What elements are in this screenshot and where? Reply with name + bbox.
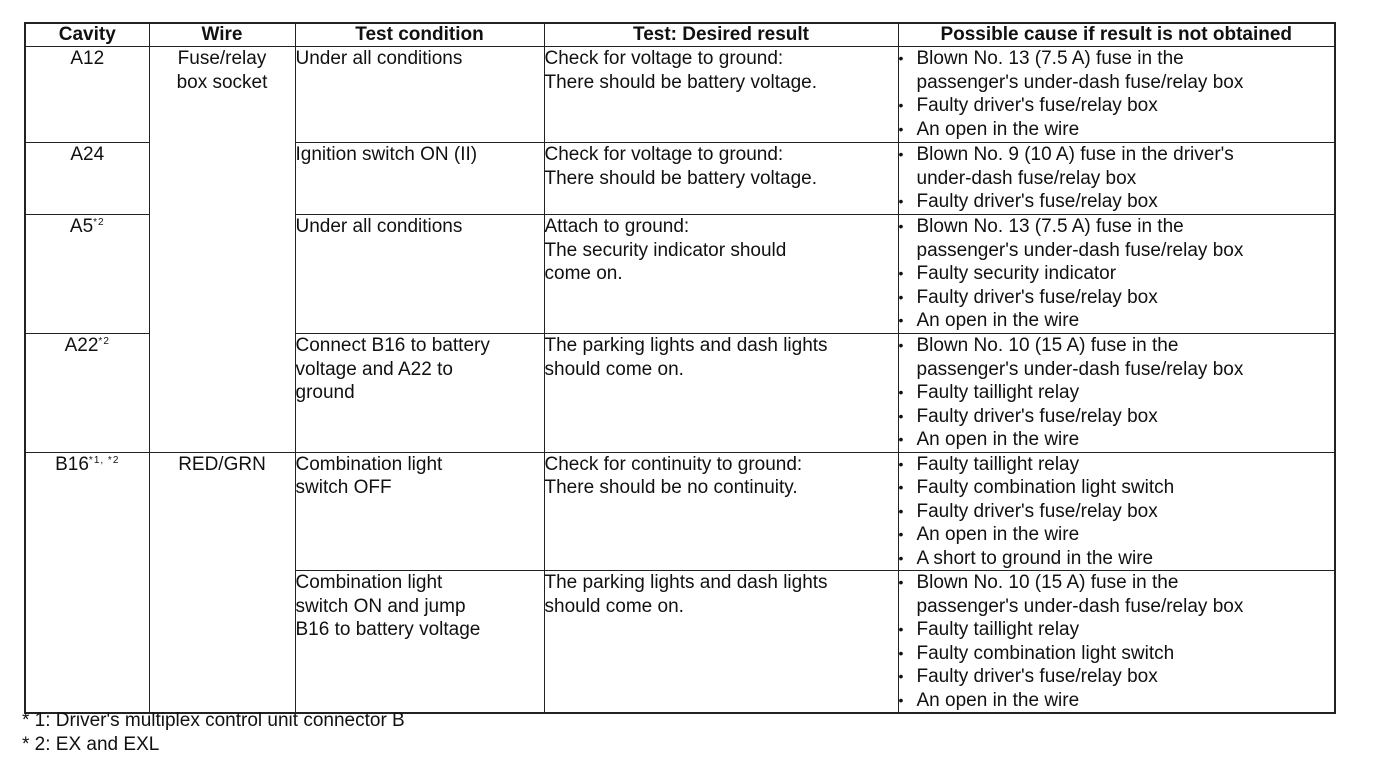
cause-line: Blown No. 9 (10 A) fuse in the driver's — [916, 144, 1234, 165]
condition-line: switch OFF — [295, 477, 392, 498]
condition-line: ground — [295, 382, 355, 403]
table-row — [25, 452, 1335, 571]
condition-line: voltage and A22 to — [295, 358, 453, 380]
bullet-icon: • — [898, 549, 904, 566]
list-item — [899, 381, 1335, 405]
list-item — [899, 215, 1335, 262]
bullet-icon: • — [898, 644, 904, 661]
list-item — [899, 94, 1335, 118]
wire-cell — [149, 47, 295, 453]
result-line: Check for voltage to ground: — [544, 48, 784, 69]
result-cell — [544, 334, 898, 453]
bullet-icon: • — [898, 97, 904, 113]
footnote-2: * 2: EX and EXL — [22, 734, 160, 755]
cavity-cell — [25, 143, 149, 215]
list-item — [899, 309, 1335, 333]
bullet-icon: • — [898, 668, 904, 684]
list-item — [899, 334, 1335, 381]
test-table-container — [24, 22, 1334, 714]
cause-line: Blown No. 10 (15 A) fuse in the — [916, 572, 1179, 593]
result-cell — [544, 215, 898, 334]
header-desired-result: Test: Desired result — [544, 23, 898, 47]
cause-list — [899, 334, 1335, 452]
result-line: The parking lights and dash lights — [544, 572, 828, 593]
wire-line: box socket — [176, 71, 268, 93]
cavity-label: A5 — [69, 216, 94, 237]
wire-cell — [149, 452, 295, 713]
cause-list — [899, 215, 1335, 333]
cause-cell — [898, 143, 1335, 215]
result-line: come on. — [544, 263, 623, 284]
cavity-label: A24 — [70, 144, 105, 165]
cause-line: Blown No. 13 (7.5 A) fuse in the — [916, 48, 1184, 69]
result-line: The parking lights and dash lights — [544, 335, 828, 356]
wire-line: RED/GRN — [178, 453, 266, 475]
cause-line: An open in the wire — [916, 429, 1080, 450]
cause-cell — [898, 452, 1335, 571]
cause-line: Faulty driver's fuse/relay box — [916, 405, 1158, 427]
list-item — [899, 405, 1335, 429]
result-cell — [544, 571, 898, 714]
result-cell — [544, 143, 898, 215]
bullet-icon: • — [898, 312, 904, 328]
bullet-icon: • — [898, 621, 904, 637]
list-item — [899, 453, 1335, 477]
bullet-icon: • — [898, 479, 904, 495]
cavity-footnote-mark: *2 — [98, 336, 110, 347]
list-item — [899, 190, 1335, 214]
bullet-icon: • — [898, 502, 904, 519]
result-line: Attach to ground: — [544, 216, 690, 237]
condition-line: switch ON and jump — [295, 595, 466, 617]
bullet-icon: • — [898, 193, 904, 209]
cause-line: passenger's under-dash fuse/relay box — [916, 595, 1244, 617]
cause-line: Blown No. 10 (15 A) fuse in the — [916, 335, 1179, 356]
header-wire: Wire — [149, 23, 295, 47]
result-line: The security indicator should — [544, 239, 787, 261]
result-cell — [544, 47, 898, 143]
cause-list — [899, 571, 1335, 712]
cause-line: A short to ground in the wire — [916, 547, 1154, 569]
bullet-icon: • — [898, 574, 904, 590]
cavity-label: A12 — [70, 48, 105, 69]
cause-line: An open in the wire — [916, 118, 1080, 140]
cavity-cell — [25, 215, 149, 334]
header-cavity: Cavity — [25, 23, 149, 47]
condition-line: Ignition switch ON (II) — [295, 144, 478, 165]
bullet-icon: • — [898, 288, 904, 305]
bullet-icon: • — [898, 146, 904, 162]
cause-list — [899, 453, 1335, 571]
bullet-icon: • — [898, 50, 904, 66]
condition-cell — [295, 452, 544, 571]
cause-cell — [898, 47, 1335, 143]
list-item — [899, 262, 1335, 286]
cause-line: passenger's under-dash fuse/relay box — [916, 239, 1244, 261]
list-item — [899, 547, 1335, 571]
cause-line: Faulty driver's fuse/relay box — [916, 286, 1158, 308]
list-item — [899, 118, 1335, 142]
footnotes — [22, 709, 405, 757]
bullet-icon: • — [898, 337, 904, 353]
cavity-cell — [25, 47, 149, 143]
condition-line: Under all conditions — [295, 48, 463, 69]
cause-line: Faulty taillight relay — [916, 453, 1080, 475]
list-item — [899, 143, 1335, 190]
cause-line: Faulty security indicator — [916, 263, 1117, 284]
cause-line: passenger's under-dash fuse/relay box — [916, 71, 1244, 93]
cause-line: passenger's under-dash fuse/relay box — [916, 358, 1244, 380]
bullet-icon: • — [898, 691, 904, 708]
cause-line: Faulty combination light switch — [916, 477, 1175, 498]
cause-line: Faulty taillight relay — [916, 382, 1080, 403]
list-item — [899, 500, 1335, 524]
cause-line: Faulty driver's fuse/relay box — [916, 666, 1158, 687]
cause-line: Faulty driver's fuse/relay box — [916, 95, 1158, 116]
result-line: Check for continuity to ground: — [544, 453, 803, 475]
cavity-footnote-mark: *2 — [93, 217, 105, 228]
footnote-1: * 1: Driver's multiplex control unit connector B — [22, 710, 405, 731]
result-line: There should be no continuity. — [544, 477, 798, 498]
condition-cell — [295, 571, 544, 714]
list-item — [899, 476, 1335, 500]
list-item — [899, 286, 1335, 310]
bullet-icon: • — [898, 384, 904, 400]
result-line: Check for voltage to ground: — [544, 144, 784, 165]
cause-cell — [898, 215, 1335, 334]
cause-line: Faulty taillight relay — [916, 619, 1080, 640]
list-item — [899, 571, 1335, 618]
list-item — [899, 665, 1335, 689]
condition-line: B16 to battery voltage — [295, 619, 481, 640]
cavity-label: B16 — [55, 453, 89, 475]
list-item — [899, 618, 1335, 642]
cause-line: An open in the wire — [916, 689, 1080, 711]
bullet-icon: • — [898, 265, 904, 281]
condition-line: Combination light — [295, 572, 443, 593]
cause-line: Faulty combination light switch — [916, 642, 1175, 664]
cause-cell — [898, 571, 1335, 714]
header-possible-cause: Possible cause if result is not obtained — [898, 23, 1335, 47]
bullet-icon: • — [898, 455, 904, 472]
result-cell — [544, 452, 898, 571]
cause-line: An open in the wire — [916, 310, 1080, 331]
result-line: There should be battery voltage. — [544, 71, 818, 93]
cavity-cell — [25, 334, 149, 453]
bullet-icon: • — [898, 120, 904, 137]
condition-line: Connect B16 to battery — [295, 335, 490, 356]
cause-line: Blown No. 13 (7.5 A) fuse in the — [916, 216, 1184, 237]
cause-cell — [898, 334, 1335, 453]
cause-list — [899, 143, 1335, 214]
list-item — [899, 642, 1335, 666]
bullet-icon: • — [898, 431, 904, 447]
bullet-icon: • — [898, 526, 904, 542]
cavity-footnote-mark: *1, *2 — [88, 454, 120, 466]
result-line: should come on. — [544, 595, 684, 617]
condition-cell — [295, 334, 544, 453]
condition-cell — [295, 47, 544, 143]
bullet-icon: • — [898, 218, 904, 234]
list-item — [899, 428, 1335, 452]
condition-line: Under all conditions — [295, 216, 463, 237]
table-row — [25, 47, 1335, 143]
list-item — [899, 523, 1335, 547]
result-line: There should be battery voltage. — [544, 167, 818, 189]
list-item — [899, 47, 1335, 94]
cavity-label: A22 — [64, 335, 99, 356]
cause-line: Faulty driver's fuse/relay box — [916, 500, 1158, 522]
cause-line: Faulty driver's fuse/relay box — [916, 191, 1158, 212]
condition-line: Combination light — [295, 453, 443, 475]
result-line: should come on. — [544, 358, 684, 380]
wire-line: Fuse/relay — [177, 48, 267, 69]
condition-cell — [295, 215, 544, 334]
condition-cell — [295, 143, 544, 215]
table-header-row — [25, 23, 1335, 47]
header-test-condition: Test condition — [295, 23, 544, 47]
cause-line: under-dash fuse/relay box — [916, 167, 1137, 189]
cause-list — [899, 47, 1335, 141]
connector-test-table — [24, 22, 1336, 714]
cavity-cell — [25, 452, 149, 713]
list-item — [899, 689, 1335, 713]
cause-line: An open in the wire — [916, 524, 1080, 545]
bullet-icon: • — [898, 407, 904, 424]
